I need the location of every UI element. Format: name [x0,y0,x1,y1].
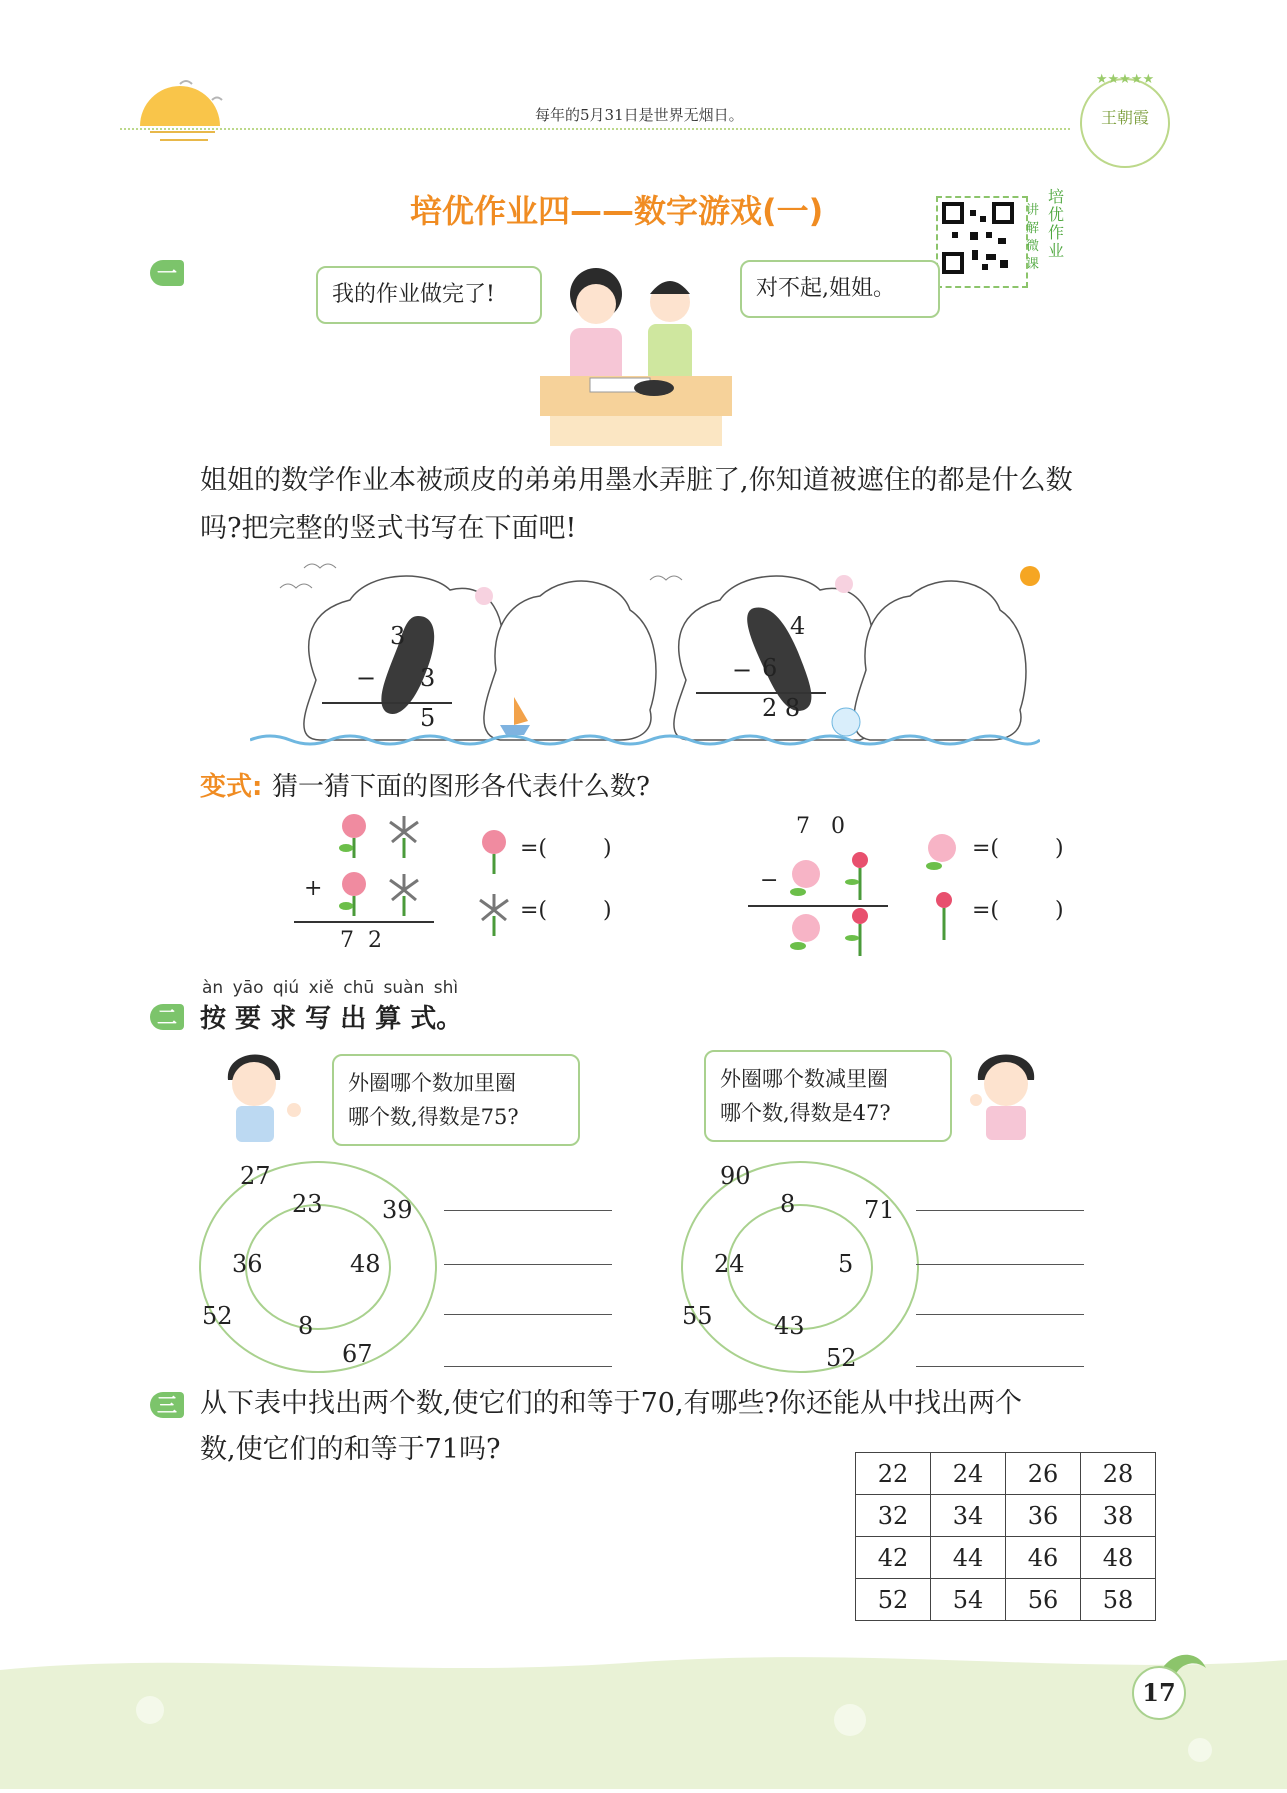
logo-badge [1080,72,1170,168]
clouds-sea-illustration [250,560,1040,750]
answer-line[interactable] [444,1264,612,1265]
answer-line[interactable] [916,1366,1084,1367]
answer-red-flower[interactable]: =( ) [972,898,1064,923]
stars-icon: ★★★★★ [1095,72,1155,87]
rose-icon [334,870,374,918]
flower-eq1-operator: + [304,876,323,901]
eq1-result: 5 [420,704,436,732]
footer-background [0,1640,1287,1789]
eq1-top-digit: 3 [390,622,406,650]
answer-line[interactable] [444,1210,612,1211]
table-cell: 38 [1081,1495,1156,1537]
answer-pink-flower[interactable]: =( ) [972,836,1064,861]
pink-flower-icon [920,830,964,874]
section-badge-2: 二 [150,1004,184,1030]
table-row [856,1537,1156,1579]
inner-number: 8 [298,1312,314,1340]
pink-flower-icon [784,856,828,900]
question-1-line-1: 姐姐的数学作业本被顽皮的弟弟用墨水弄脏了,你知道被遮住的都是什么数 [200,465,1073,496]
outer-number: 39 [382,1196,413,1224]
inner-number: 48 [350,1250,381,1278]
flower-eq1-line [294,921,434,923]
variant-text: 猜一猜下面的图形各代表什么数? [272,772,650,802]
table-row [856,1453,1156,1495]
answer-line[interactable] [916,1314,1084,1315]
inner-number: 8 [780,1190,796,1218]
table-cell: 28 [1081,1453,1156,1495]
table-cell: 46 [1006,1537,1081,1579]
table-cell: 34 [931,1495,1006,1537]
girl-left-illustration [214,1040,314,1142]
outer-number: 52 [202,1302,233,1330]
answer-line[interactable] [916,1210,1084,1211]
inner-number: 5 [838,1250,854,1278]
table-row [856,1495,1156,1537]
girl-right-illustration [954,1040,1054,1142]
question-3-line-2: 数,使它们的和等于71吗? [200,1434,501,1465]
speech-bubble-add: 外圈哪个数加里圈 哪个数,得数是75? [332,1054,580,1146]
inner-number: 23 [292,1190,323,1218]
outer-number: 67 [342,1340,373,1368]
rose-icon [474,828,514,876]
table-cell: 22 [856,1453,931,1495]
eq2-top-digit: 4 [790,612,806,640]
header-sun-illustration [120,70,230,150]
flower-eq2-top: 7 0 [796,814,845,839]
speech-bubble-brother: 对不起,姐姐。 [740,260,940,318]
qr-code[interactable] [936,196,1028,288]
outer-number: 71 [864,1196,895,1224]
table-cell: 56 [1006,1579,1081,1621]
section-2-pinyin: àn yāo qiú xiě chū suàn shì [202,978,459,998]
logo-text: 王朝霞 [1100,108,1149,127]
red-flower-icon [926,890,962,942]
pink-flower-icon [784,910,828,954]
header-rule [120,128,1070,130]
flower-eq2-operator: − [760,868,779,893]
lily-icon [384,812,424,860]
outer-number: 55 [682,1302,713,1330]
eq2-operator: − [732,656,753,684]
speech-bubble-subtract: 外圈哪个数减里圈 哪个数,得数是47? [704,1050,952,1142]
table-cell: 36 [1006,1495,1081,1537]
number-table-grid [855,1452,1156,1621]
header-tip: 每年的5月31日是世界无烟日。 [535,106,744,124]
eq2-mid-digit: 6 [762,654,778,682]
table-cell: 52 [856,1579,931,1621]
speech-bubble-sister: 我的作业做完了! [316,266,542,324]
eq2-line [696,692,826,694]
qr-code-icon [942,202,1014,274]
table-cell: 42 [856,1537,931,1579]
answer-line[interactable] [444,1314,612,1315]
eq1-mid-digit: 3 [420,664,436,692]
section-badge-1: 一 [150,260,184,286]
children-desk-illustration [536,254,736,450]
red-flower-icon [842,906,878,958]
rose-icon [334,812,374,860]
answer-line[interactable] [444,1366,612,1367]
table-cell: 44 [931,1537,1006,1579]
lily-icon [474,890,514,938]
lily-icon [384,870,424,918]
table-cell: 24 [931,1453,1006,1495]
flower-eq1-result: 7 2 [340,928,382,953]
question-3-line-1: 从下表中找出两个数,使它们的和等于70,有哪些?你还能从中找出两个 [200,1388,1022,1419]
answer-line[interactable] [916,1264,1084,1265]
number-table [855,1452,1156,1621]
inner-number: 43 [774,1312,805,1340]
outer-number: 27 [240,1162,271,1190]
section-badge-3: 三 [150,1392,184,1418]
outer-number: 90 [720,1162,751,1190]
inner-number: 24 [714,1250,745,1278]
table-row [856,1579,1156,1621]
outer-number: 52 [826,1344,857,1372]
answer-lily[interactable]: =( ) [520,898,612,923]
eq2-result: 2 8 [762,694,801,722]
section-2-heading: 按 要 求 写 出 算 式。 [200,1004,463,1034]
page-number: 17 [1132,1666,1186,1720]
inner-number: 36 [232,1250,263,1278]
page-title: 培优作业四——数字游戏(一) [410,192,824,230]
table-cell: 48 [1081,1537,1156,1579]
table-cell: 54 [931,1579,1006,1621]
eq1-operator: − [356,664,377,692]
answer-rose[interactable]: =( ) [520,836,612,861]
table-cell: 32 [856,1495,931,1537]
table-cell: 26 [1006,1453,1081,1495]
table-cell: 58 [1081,1579,1156,1621]
variant-label: 变式: [200,772,263,802]
red-flower-icon [842,850,878,902]
question-1-line-2: 吗?把完整的竖式书写在下面吧! [200,513,577,544]
